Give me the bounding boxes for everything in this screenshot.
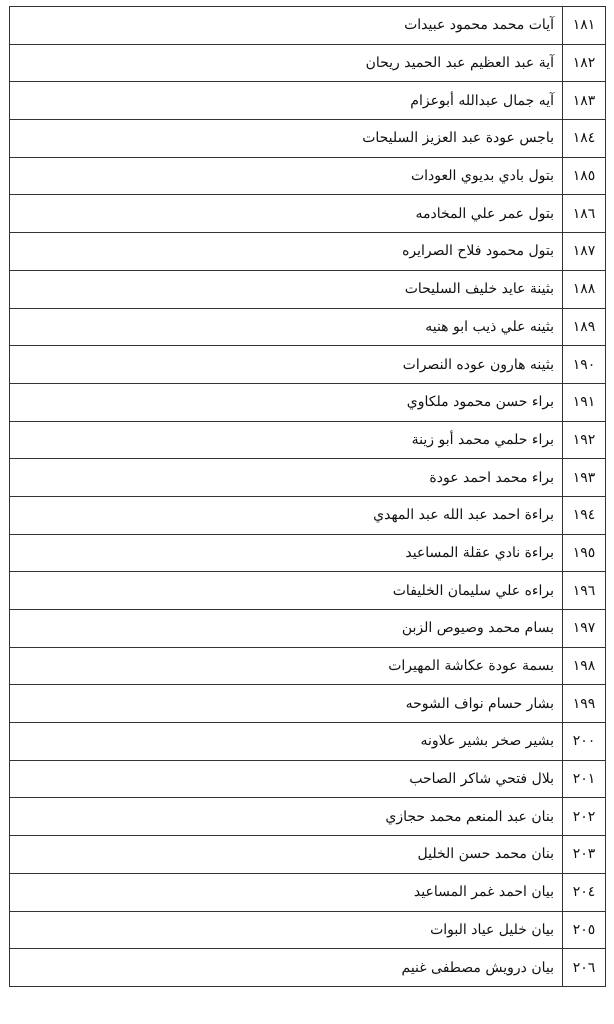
row-name: بلال فتحي شاكر الصاحب [10, 760, 563, 798]
table-row [10, 44, 606, 82]
row-name: بتول عمر علي المخادمه [10, 195, 563, 233]
row-name: براءة احمد عبد الله عبد المهدي [10, 496, 563, 534]
table-row [10, 610, 606, 648]
row-name: آيات محمد محمود عبيدات [10, 7, 563, 45]
row-name: براء محمد احمد عودة [10, 459, 563, 497]
row-number: ٢٠٤ [563, 873, 606, 911]
row-name: براءه علي سليمان الخليفات [10, 572, 563, 610]
row-number: ١٩٥ [563, 534, 606, 572]
row-number: ١٨١ [563, 7, 606, 45]
row-number: ١٩١ [563, 383, 606, 421]
row-number: ٢٠١ [563, 760, 606, 798]
row-name: بثينة عايد خليف السليحات [10, 270, 563, 308]
table-row [10, 723, 606, 761]
row-number: ١٨٧ [563, 233, 606, 271]
row-name: بشير صخر بشير علاونه [10, 723, 563, 761]
table-row [10, 383, 606, 421]
row-number: ١٨٢ [563, 44, 606, 82]
row-name: باجس عودة عبد العزيز السليحات [10, 120, 563, 158]
row-name: بنان عبد المنعم محمد حجازي [10, 798, 563, 836]
table-row [10, 873, 606, 911]
row-number: ١٨٥ [563, 157, 606, 195]
table-row [10, 760, 606, 798]
names-table [9, 6, 606, 987]
table-row [10, 82, 606, 120]
row-name: بتول محمود فلاح الصرايره [10, 233, 563, 271]
row-number: ٢٠٦ [563, 949, 606, 987]
row-number: ١٩٩ [563, 685, 606, 723]
row-number: ١٩٠ [563, 346, 606, 384]
row-number: ١٩٦ [563, 572, 606, 610]
row-number: ١٩٢ [563, 421, 606, 459]
table-row [10, 798, 606, 836]
table-row [10, 7, 606, 45]
row-name: بثينه هارون عوده النصرات [10, 346, 563, 384]
row-name: بتول بادي بديوي العودات [10, 157, 563, 195]
row-name: آية عبد العظيم عبد الحميد ريحان [10, 44, 563, 82]
row-number: ٢٠٥ [563, 911, 606, 949]
row-name: بيان احمد غمر المساعيد [10, 873, 563, 911]
table-row [10, 685, 606, 723]
row-name: براء حسن محمود ملكاوي [10, 383, 563, 421]
row-name: بسمة عودة عكاشة المهيرات [10, 647, 563, 685]
table-row [10, 157, 606, 195]
row-number: ٢٠٠ [563, 723, 606, 761]
row-name: بنان محمد حسن الخليل [10, 836, 563, 874]
table-row [10, 459, 606, 497]
table-row [10, 836, 606, 874]
table-row [10, 534, 606, 572]
row-number: ١٩٨ [563, 647, 606, 685]
table-row [10, 195, 606, 233]
table-row [10, 647, 606, 685]
table-row [10, 308, 606, 346]
row-name: براءة نادي عقلة المساعيد [10, 534, 563, 572]
row-number: ١٩٤ [563, 496, 606, 534]
table-row [10, 496, 606, 534]
table-row [10, 949, 606, 987]
row-name: بشار حسام نواف الشوحه [10, 685, 563, 723]
row-number: ٢٠٢ [563, 798, 606, 836]
row-number: ١٨٤ [563, 120, 606, 158]
row-name: بيان درويش مصطفى غنيم [10, 949, 563, 987]
row-name: بسام محمد وصيوص الزبن [10, 610, 563, 648]
row-number: ١٨٦ [563, 195, 606, 233]
row-number: ١٨٨ [563, 270, 606, 308]
row-number: ١٩٣ [563, 459, 606, 497]
row-name: براء حلمي محمد أبو زينة [10, 421, 563, 459]
row-number: ٢٠٣ [563, 836, 606, 874]
row-number: ١٨٣ [563, 82, 606, 120]
row-number: ١٨٩ [563, 308, 606, 346]
table-row [10, 421, 606, 459]
table-row [10, 120, 606, 158]
row-name: آيه جمال عبدالله أبوعزام [10, 82, 563, 120]
table-row [10, 233, 606, 271]
row-number: ١٩٧ [563, 610, 606, 648]
names-table-body [10, 7, 606, 987]
table-row [10, 911, 606, 949]
table-row [10, 572, 606, 610]
table-row [10, 346, 606, 384]
row-name: بثينه علي ذيب ابو هنيه [10, 308, 563, 346]
row-name: بيان خليل عياد البوات [10, 911, 563, 949]
table-row [10, 270, 606, 308]
